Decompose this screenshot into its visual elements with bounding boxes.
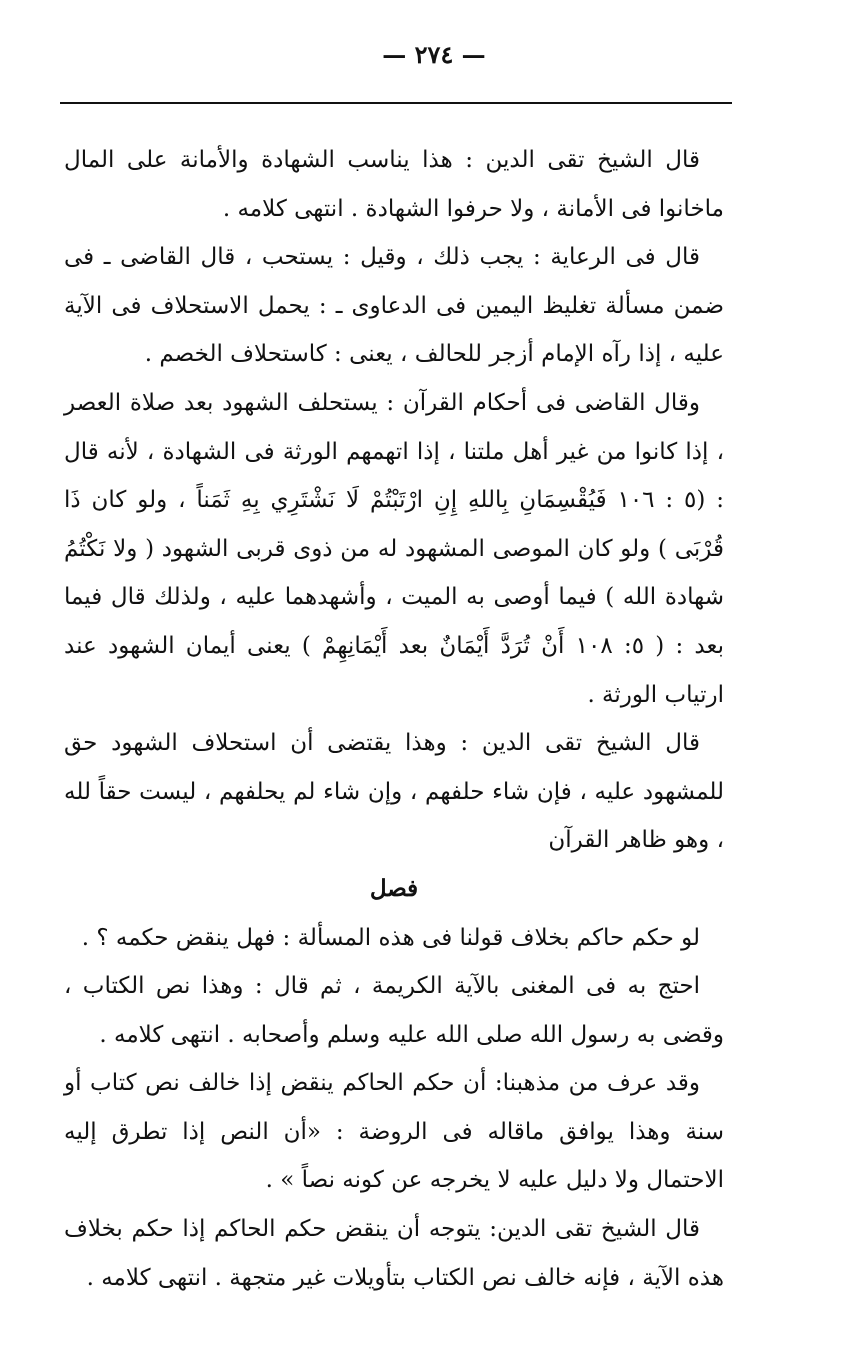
- paragraph-2: قال فى الرعاية : يجب ذلك ، وقيل : يستحب ، قال القاضى ـ فى ضمن مسألة تغليظ اليمين فى الدعاوى ـ : يحمل الاستحلاف فى الآية عليه ، إذا رآه الإمام أزجر للحالف ، يعنى : كاستحلاف الخصم .: [64, 244, 724, 368]
- paragraph-3: وقال القاضى فى أحكام القرآن : يستحلف الشهود بعد صلاة العصر ، إذا كانوا من غير أهل ملتنا ، إذا اتهمهم الورثة فى الشهادة ، لأنه قال : (٥ : ١٠٦ فَيُقْسِمَانِ بِاللهِ إِنِ ارْتَبْتُمْ لَا نَشْتَرِي بِهِ ثَمَناً ، ولو كان ذَا قُرْبَى ) ولو كان الموصى المشهود له من ذوى قربى الشهود ( ولا نَكْتُمُ شهادة الله ) فيما أوصى به الميت ، وأشهدهما عليه ، ولذلك قال فيما بعد : ( ٥: ١٠٨ أَنْ تُرَدَّ أَيْمَانٌ بعد أَيْمَانِهِمْ ) يعنى أيمان الشهود عند ارتياب الورثة .: [64, 389, 724, 708]
- section-paragraph-4: قال الشيخ تقى الدين: يتوجه أن ينقض حكم الحاكم إذا حكم بخلاف هذه الآية ، فإنه خالف نص الكتاب بتأويلات غير متجهة . انتهى كلامه .: [64, 1216, 724, 1291]
- header-rule: [60, 102, 732, 104]
- section-paragraph-3: وقد عرف من مذهبنا: أن حكم الحاكم ينقض إذا خالف نص كتاب أو سنة وهذا يوافق ماقاله فى الروضة : «أن النص إذا تطرق إليه الاحتمال ولا دليل عليه لا يخرجه عن كونه نصاً » .: [64, 1070, 724, 1194]
- section-paragraph-2: احتج به فى المغنى بالآية الكريمة ، ثم قال : وهذا نص الكتاب ، وقضى به رسول الله صلى الله عليه وسلم وأصحابه . انتهى كلامه .: [64, 973, 724, 1048]
- page-body: [64, 136, 724, 1302]
- section-heading: فصل: [369, 874, 419, 902]
- paragraph-1: قال الشيخ تقى الدين : هذا يناسب الشهادة والأمانة على المال ماخانوا فى الأمانة ، ولا حرفوا الشهادة . انتهى كلامه .: [64, 147, 724, 222]
- page-number: — ٢٧٤ —: [382, 40, 486, 69]
- section-paragraph-1: لو حكم حاكم بخلاف قولنا فى هذه المسألة : فهل ينقض حكمه ؟ .: [81, 924, 700, 951]
- paragraph-4: قال الشيخ تقى الدين : وهذا يقتضى أن استحلاف الشهود حق للمشهود عليه ، فإن شاء حلفهم ، وإن شاء لم يحلفهم ، ليست حقاً لله ، وهو ظاهر القرآن: [64, 730, 724, 854]
